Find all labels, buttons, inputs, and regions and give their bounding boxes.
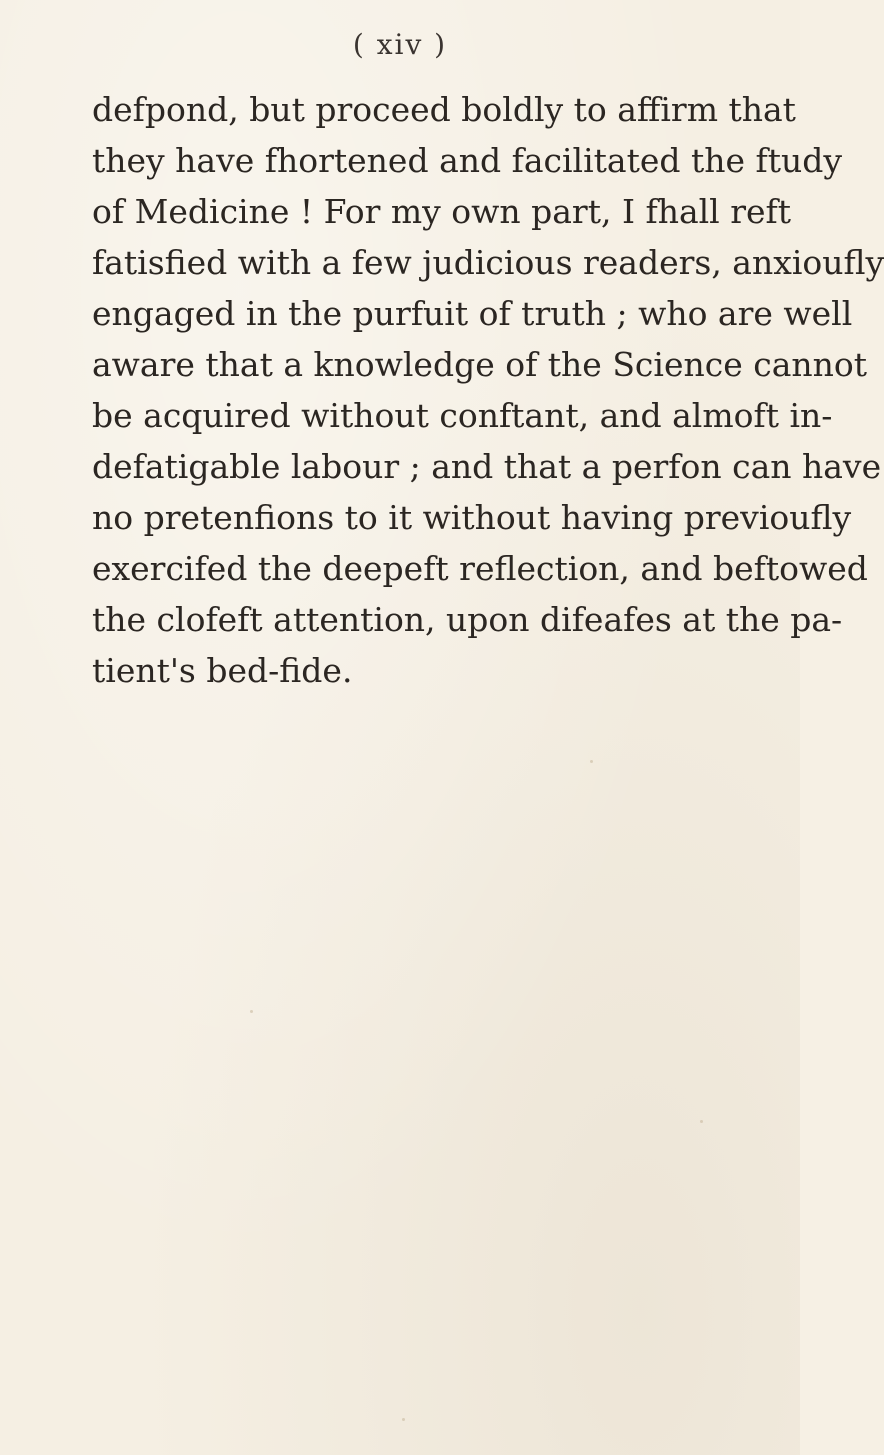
text-line: tient's bed-fide.	[92, 651, 353, 690]
paper-speck	[590, 760, 593, 763]
text-line: fatisfied with a few judicious readers, anxioufly	[92, 243, 884, 282]
text-line: no pretenfions to it without having previoufly	[92, 498, 852, 537]
text-line: exercifed the deepeft reflection, and beftowed	[92, 549, 868, 588]
text-line: the clofeft attention, upon difeafes at the pa-	[92, 600, 843, 639]
text-line: they have fhortened and facilitated the ftudy	[92, 141, 843, 180]
text-line: defpond, but proceed boldly to affirm that	[92, 90, 796, 129]
text-line: aware that a knowledge of the Science cannot	[92, 345, 868, 384]
paper-speck	[700, 1120, 703, 1123]
paper-speck	[250, 1010, 253, 1013]
text-line: engaged in the purfuit of truth ; who are well	[92, 294, 853, 333]
text-line: of Medicine ! For my own part, I fhall reft	[92, 192, 791, 231]
page-body-text	[92, 84, 884, 696]
text-line: be acquired without conftant, and almoft in-	[92, 396, 833, 435]
paper-speck	[402, 1418, 405, 1421]
text-line: defatigable labour ; and that a perfon can have	[92, 447, 882, 486]
page-number-header: ( xiv )	[352, 28, 448, 61]
